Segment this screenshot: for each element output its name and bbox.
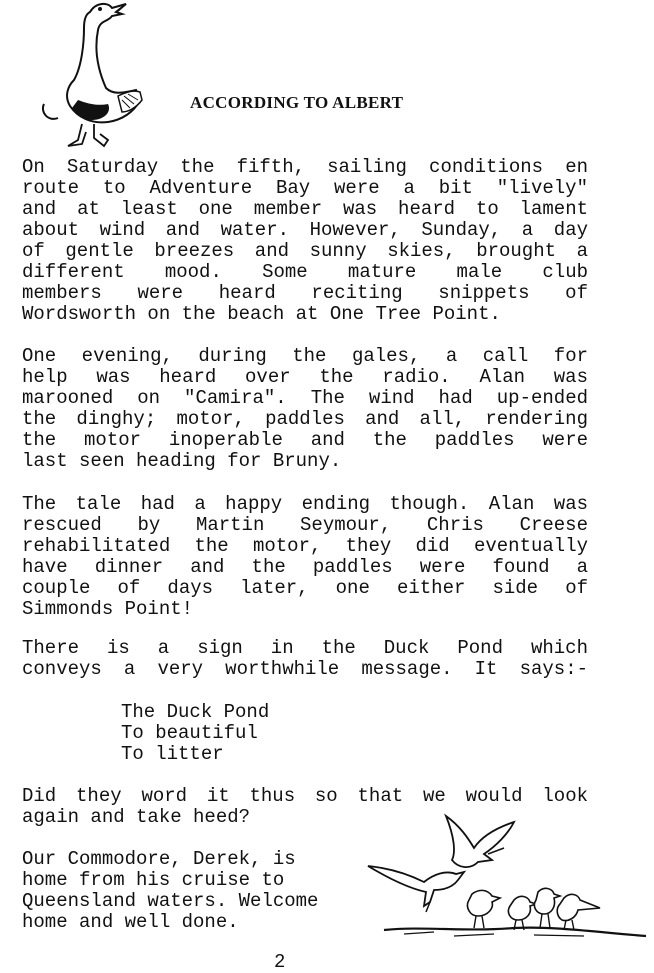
text-line: conveys a very worthwhile message. It says:-	[22, 658, 588, 680]
text-line: of gentle breezes and sunny skies, brought a	[22, 240, 588, 262]
text-line: On Saturday the fifth, sailing conditions en	[22, 156, 588, 178]
text-line: route to Adventure Bay were a bit "lively"	[22, 177, 588, 199]
paragraph-1	[22, 157, 588, 325]
text-line: There is a sign in the Duck Pond which	[22, 637, 588, 659]
text-line: The tale had a happy ending though. Alan was	[22, 493, 588, 515]
text-line: home and well done.	[22, 911, 239, 933]
text-line: Our Commodore, Derek, is	[22, 848, 296, 870]
text-line: again and take heed?	[22, 806, 251, 828]
text-line: Queensland waters. Welcome	[22, 890, 319, 912]
text-line: the dinghy; motor, paddles and all, rendering	[22, 408, 588, 430]
text-line: different mood. Some mature male club	[22, 261, 588, 283]
text-line: Wordsworth on the beach at One Tree Point.	[22, 303, 501, 325]
paragraph-2	[22, 346, 588, 472]
text-line: about wind and water. However, Sunday, a day	[22, 219, 588, 241]
duck-pond-sign	[121, 702, 269, 765]
page-number: 2	[274, 951, 286, 973]
sign-line: To litter	[121, 743, 224, 765]
text-line: Did they word it thus so that we would look	[22, 785, 588, 807]
paragraph-3	[22, 494, 588, 620]
sign-line: To beautiful	[121, 722, 258, 744]
text-line: couple of days later, one either side of	[22, 577, 588, 599]
page-title: ACCORDING TO ALBERT	[190, 93, 404, 112]
sign-line: The Duck Pond	[121, 701, 270, 723]
text-line: One evening, during the gales, a call for	[22, 345, 588, 367]
text-line: rescued by Martin Seymour, Chris Creese	[22, 514, 588, 536]
text-line: Simmonds Point!	[22, 598, 194, 620]
seagulls-illustration-icon	[364, 808, 654, 943]
goose-illustration-icon	[38, 0, 148, 150]
text-line: home from his cruise to	[22, 869, 285, 891]
text-line: marooned on "Camira". The wind had up-ended	[22, 387, 588, 409]
text-line: have dinner and the paddles were found a	[22, 556, 588, 578]
text-line: help was heard over the radio. Alan was	[22, 366, 588, 388]
text-line: last seen heading for Bruny.	[22, 450, 342, 472]
text-line: members were heard reciting snippets of	[22, 282, 588, 304]
commodore-note	[22, 849, 362, 933]
text-line: and at least one member was heard to lament	[22, 198, 588, 220]
text-line: rehabilitated the motor, they did eventually	[22, 535, 588, 557]
paragraph-4	[22, 638, 588, 680]
text-line: the motor inoperable and the paddles were	[22, 429, 588, 451]
